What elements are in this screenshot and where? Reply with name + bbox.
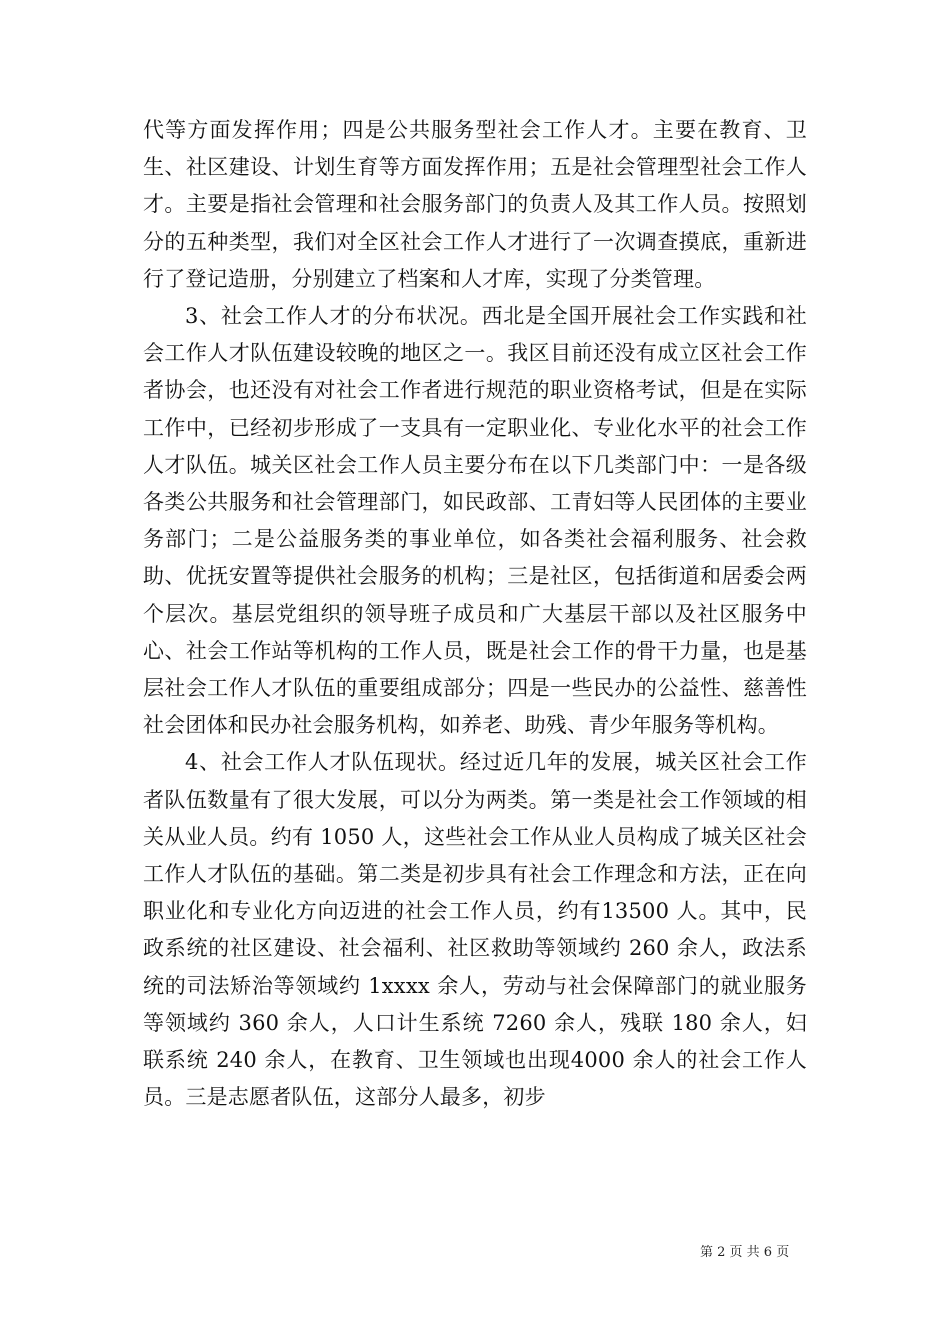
page-number-footer: 第 2 页 共 6 页 — [700, 1245, 790, 1260]
paragraph-current-status: 4、社会工作人才队伍现状。经过近几年的发展，城关区社会工作者队伍数量有了很大发展，可以分为两类。第一类是社会工作领域的相关从业人员。约有 1050 人，这些社会工作从业人员构成了城关区社会工作人才队伍的基础。第二类是初步具有社会工作理念和方法，正在向职业化和专业化方向迈进的社会工作人员，约有13500 人。其中，民政系统的社区建设、社会福利、社区救助等领域约 260 余人，政法系统的司法矫治等领域约 1xxxx 余人，劳动与社会保障部门的就业服务等领域约 360 余人，人口计生系统 7260 余人，残联 180 余人，妇联系统 240 余人，在教育、卫生领域也出现4000 余人的社会工作人员。三是志愿者队伍，这部分人最多，初步 — [143, 750, 807, 1110]
document-body — [143, 112, 807, 1116]
paragraph-continued: 代等方面发挥作用；四是公共服务型社会工作人才。主要在教育、卫生、社区建设、计划生育等方面发挥作用；五是社会管理型社会工作人才。主要是指社会管理和社会服务部门的负责人及其工作人员。按照划分的五种类型，我们对全区社会工作人才进行了一次调查摸底，重新进行了登记造册，分别建立了档案和人才库，实现了分类管理。 — [143, 118, 807, 291]
paragraph-distribution: 3、社会工作人才的分布状况。西北是全国开展社会工作实践和社会工作人才队伍建设较晚的地区之一。我区目前还没有成立区社会工作者协会，也还没有对社会工作者进行规范的职业资格考试，但是在实际工作中，已经初步形成了一支具有一定职业化、专业化水平的社会工作人才队伍。城关区社会工作人员主要分布在以下几类部门中：一是各级各类公共服务和社会管理部门，如民政部、工青妇等人民团体的主要业务部门；二是公益服务类的事业单位，如各类社会福利服务、社会救助、优抚安置等提供社会服务的机构；三是社区，包括街道和居委会两个层次。基层党组织的领导班子成员和广大基层干部以及社区服务中心、社会工作站等机构的工作人员，既是社会工作的骨干力量，也是基层社会工作人才队伍的重要组成部分；四是一些民办的公益性、慈善性社会团体和民办社会服务机构，如养老、助残、青少年服务等机构。 — [143, 304, 807, 738]
